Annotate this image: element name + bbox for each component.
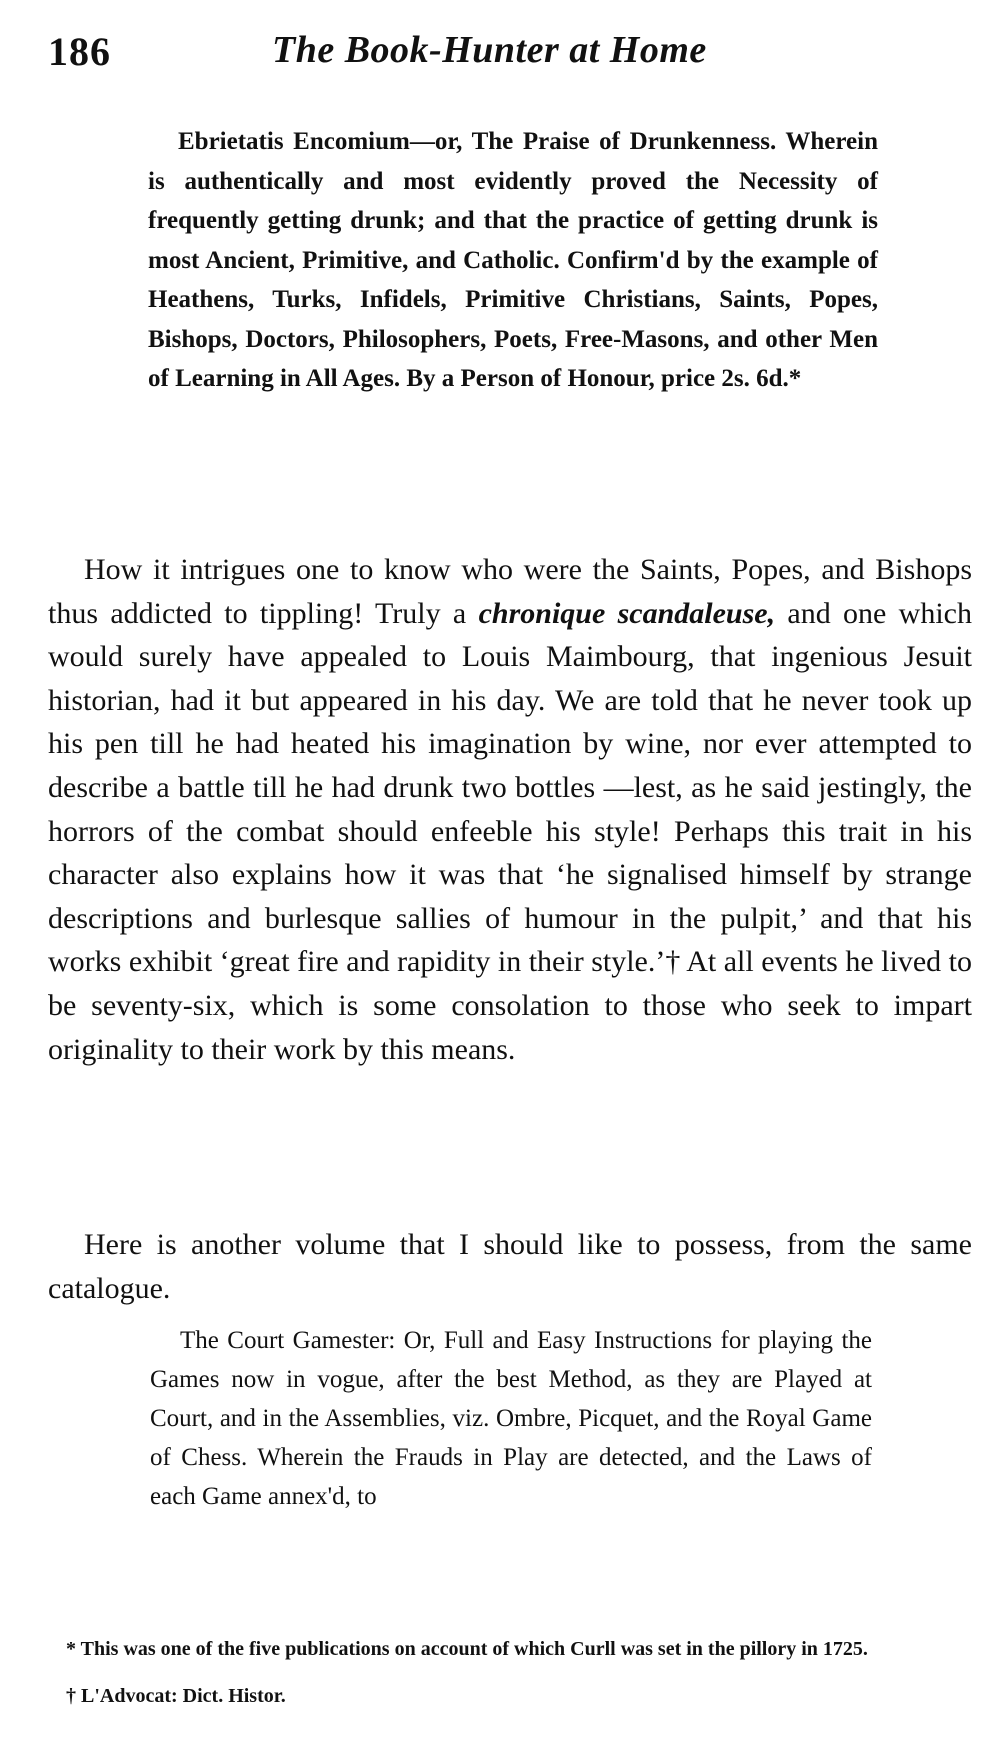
body-paragraph-1 [48, 548, 972, 1071]
paragraph-text [48, 548, 972, 1071]
paragraph-1-part-1: How it intrigues one to know who were the Saints, Popes, and Bishops thus addicted to tippling! Truly a [48, 553, 972, 630]
paragraph-2-text: Here is another volume that I should like to possess, from the same catalogue. [48, 1228, 972, 1305]
footnote-1: * This was one of the five publications on account of which Curll was set in the pillory in 1725. [66, 1638, 868, 1660]
page-number: 186 [48, 29, 111, 74]
italic-phrase: chronique scandaleuse, [478, 596, 776, 630]
body-paragraph-2 [48, 1223, 972, 1310]
page-header [48, 28, 968, 88]
footnote-2: † L'Advocat: Dict. Histor. [66, 1685, 286, 1707]
catalogue-quote-court-gamester: The Court Gamester: Or, Full and Easy Instructions for playing the Games now in vogue, after the best Method, as they are Played at Court, and in the Assemblies, viz. Ombre, Picquet, and the Royal Game of Chess. Wherein the Frauds in Play are detected, and the Laws of each Game annex'd, to [150, 1327, 872, 1510]
paragraph-1-part-2: and one which would surely have appealed to Louis Maimbourg, that ingenious Jesuit historian, had it but appeared in his day. We are told that he never took up his pen till he had heated his imagination by wine, nor ever attempted to describe a battle till he had drunk two bottles —lest, as he said jestingly, the horrors of the combat should enfeeble his style! Perhaps this trait in his character also explains how it was that ‘he signalised himself by strange descriptions and burlesque sallies of humour in the pulpit,’ and that his works exhibit ‘great fire and rapidity in their style.’† At all events he lived to be seventy-six, which is some consolation to those who seek to impart originality to their work by this means. [48, 596, 972, 1066]
catalogue-quote-ebrietatis: Ebrietatis Encomium—or, The Praise of Drunkenness. Wherein is authentically and most evidently proved the Necessity of frequently getting drunk; and that the practice of getting drunk is most Ancient, Primitive, and Catholic. Confirm'd by the example of Heathens, Turks, Infidels, Primitive Christians, Saints, Popes, Bishops, Doctors, Philosophers, Poets, Free-Masons, and other Men of Learning in All Ages. By a Person of Honour, price 2s. 6d.* [148, 128, 878, 392]
running-title: The Book-Hunter at Home [272, 29, 707, 71]
footnotes [36, 1637, 972, 1709]
